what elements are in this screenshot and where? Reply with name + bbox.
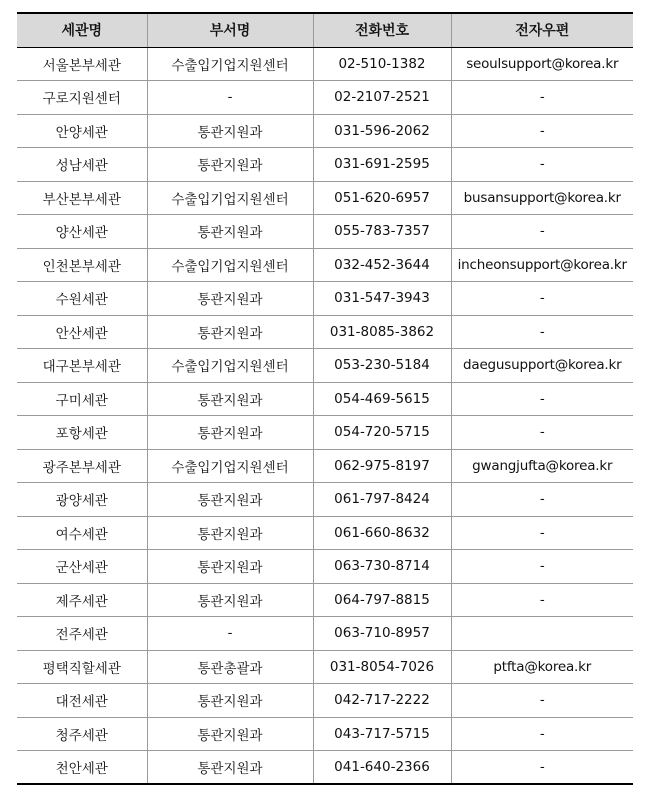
- customs-contact-table-container: [17, 12, 633, 785]
- table-row: [17, 181, 633, 215]
- table-row: [17, 148, 633, 182]
- department-cell: -: [147, 617, 313, 651]
- email-cell: -: [451, 114, 633, 148]
- table-row: [17, 617, 633, 651]
- customs-office-cell: 여수세관: [17, 516, 147, 550]
- department-cell: 통관지원과: [147, 684, 313, 718]
- customs-office-cell: 청주세관: [17, 717, 147, 751]
- email-cell: seoulsupport@korea.kr: [451, 47, 633, 81]
- phone-cell: 031-547-3943: [313, 282, 451, 316]
- customs-office-cell: 대구본부세관: [17, 349, 147, 383]
- table-row: [17, 315, 633, 349]
- table-row: [17, 114, 633, 148]
- header-email: 전자우편: [451, 13, 633, 47]
- email-cell: -: [451, 382, 633, 416]
- phone-cell: 055-783-7357: [313, 215, 451, 249]
- department-cell: 통관지원과: [147, 416, 313, 450]
- customs-office-cell: 군산세관: [17, 550, 147, 584]
- table-row: [17, 47, 633, 81]
- phone-cell: 063-710-8957: [313, 617, 451, 651]
- phone-cell: 031-596-2062: [313, 114, 451, 148]
- phone-cell: 061-797-8424: [313, 483, 451, 517]
- email-cell: -: [451, 483, 633, 517]
- phone-cell: 064-797-8815: [313, 583, 451, 617]
- email-cell: -: [451, 583, 633, 617]
- table-row: [17, 516, 633, 550]
- department-cell: 통관지원과: [147, 483, 313, 517]
- table-row: [17, 550, 633, 584]
- table-row: [17, 717, 633, 751]
- email-cell: -: [451, 148, 633, 182]
- customs-office-cell: 평택직할세관: [17, 650, 147, 684]
- email-cell: busansupport@korea.kr: [451, 181, 633, 215]
- phone-cell: 02-2107-2521: [313, 81, 451, 115]
- department-cell: 통관지원과: [147, 215, 313, 249]
- table-row: [17, 382, 633, 416]
- table-row: [17, 416, 633, 450]
- phone-cell: 061-660-8632: [313, 516, 451, 550]
- customs-office-cell: 제주세관: [17, 583, 147, 617]
- email-cell: ptfta@korea.kr: [451, 650, 633, 684]
- customs-office-cell: 안산세관: [17, 315, 147, 349]
- table-row: [17, 215, 633, 249]
- phone-cell: 062-975-8197: [313, 449, 451, 483]
- email-cell: [451, 617, 633, 651]
- email-cell: -: [451, 550, 633, 584]
- customs-office-cell: 대전세관: [17, 684, 147, 718]
- phone-cell: 031-8054-7026: [313, 650, 451, 684]
- header-row: [17, 13, 633, 47]
- customs-office-cell: 수원세관: [17, 282, 147, 316]
- phone-cell: 054-469-5615: [313, 382, 451, 416]
- customs-office-cell: 광양세관: [17, 483, 147, 517]
- customs-office-cell: 광주본부세관: [17, 449, 147, 483]
- customs-office-cell: 전주세관: [17, 617, 147, 651]
- table-row: [17, 583, 633, 617]
- department-cell: 통관지원과: [147, 717, 313, 751]
- table-row: [17, 449, 633, 483]
- header-phone: 전화번호: [313, 13, 451, 47]
- department-cell: 통관지원과: [147, 282, 313, 316]
- phone-cell: 043-717-5715: [313, 717, 451, 751]
- email-cell: -: [451, 315, 633, 349]
- customs-office-cell: 구미세관: [17, 382, 147, 416]
- table-row: [17, 349, 633, 383]
- email-cell: -: [451, 81, 633, 115]
- customs-office-cell: 부산본부세관: [17, 181, 147, 215]
- customs-office-cell: 서울본부세관: [17, 47, 147, 81]
- table-row: [17, 81, 633, 115]
- phone-cell: 031-8085-3862: [313, 315, 451, 349]
- table-row: [17, 684, 633, 718]
- email-cell: -: [451, 516, 633, 550]
- customs-office-cell: 성남세관: [17, 148, 147, 182]
- phone-cell: 063-730-8714: [313, 550, 451, 584]
- phone-cell: 053-230-5184: [313, 349, 451, 383]
- customs-office-cell: 구로지원센터: [17, 81, 147, 115]
- customs-office-cell: 인천본부세관: [17, 248, 147, 282]
- table-row: [17, 483, 633, 517]
- email-cell: gwangjufta@korea.kr: [451, 449, 633, 483]
- department-cell: 통관총괄과: [147, 650, 313, 684]
- department-cell: 수출입기업지원센터: [147, 349, 313, 383]
- department-cell: 수출입기업지원센터: [147, 449, 313, 483]
- table-row: [17, 248, 633, 282]
- phone-cell: 02-510-1382: [313, 47, 451, 81]
- email-cell: -: [451, 282, 633, 316]
- phone-cell: 031-691-2595: [313, 148, 451, 182]
- header-customs-office: 세관명: [17, 13, 147, 47]
- customs-office-cell: 양산세관: [17, 215, 147, 249]
- department-cell: 통관지원과: [147, 114, 313, 148]
- table-row: [17, 751, 633, 785]
- customs-office-cell: 안양세관: [17, 114, 147, 148]
- department-cell: 통관지원과: [147, 516, 313, 550]
- table-row: [17, 650, 633, 684]
- department-cell: 통관지원과: [147, 315, 313, 349]
- email-cell: -: [451, 751, 633, 785]
- phone-cell: 042-717-2222: [313, 684, 451, 718]
- email-cell: daegusupport@korea.kr: [451, 349, 633, 383]
- header-department: 부서명: [147, 13, 313, 47]
- phone-cell: 032-452-3644: [313, 248, 451, 282]
- customs-office-cell: 포항세관: [17, 416, 147, 450]
- table-row: [17, 282, 633, 316]
- department-cell: 통관지원과: [147, 751, 313, 785]
- phone-cell: 051-620-6957: [313, 181, 451, 215]
- email-cell: -: [451, 717, 633, 751]
- phone-cell: 041-640-2366: [313, 751, 451, 785]
- table-header: [17, 13, 633, 47]
- department-cell: 통관지원과: [147, 148, 313, 182]
- department-cell: 통관지원과: [147, 382, 313, 416]
- email-cell: incheonsupport@korea.kr: [451, 248, 633, 282]
- customs-contact-table: [17, 12, 633, 785]
- customs-office-cell: 천안세관: [17, 751, 147, 785]
- department-cell: 수출입기업지원센터: [147, 181, 313, 215]
- email-cell: -: [451, 684, 633, 718]
- email-cell: -: [451, 215, 633, 249]
- department-cell: 수출입기업지원센터: [147, 47, 313, 81]
- department-cell: -: [147, 81, 313, 115]
- table-body: [17, 47, 633, 784]
- phone-cell: 054-720-5715: [313, 416, 451, 450]
- department-cell: 수출입기업지원센터: [147, 248, 313, 282]
- department-cell: 통관지원과: [147, 583, 313, 617]
- department-cell: 통관지원과: [147, 550, 313, 584]
- email-cell: -: [451, 416, 633, 450]
